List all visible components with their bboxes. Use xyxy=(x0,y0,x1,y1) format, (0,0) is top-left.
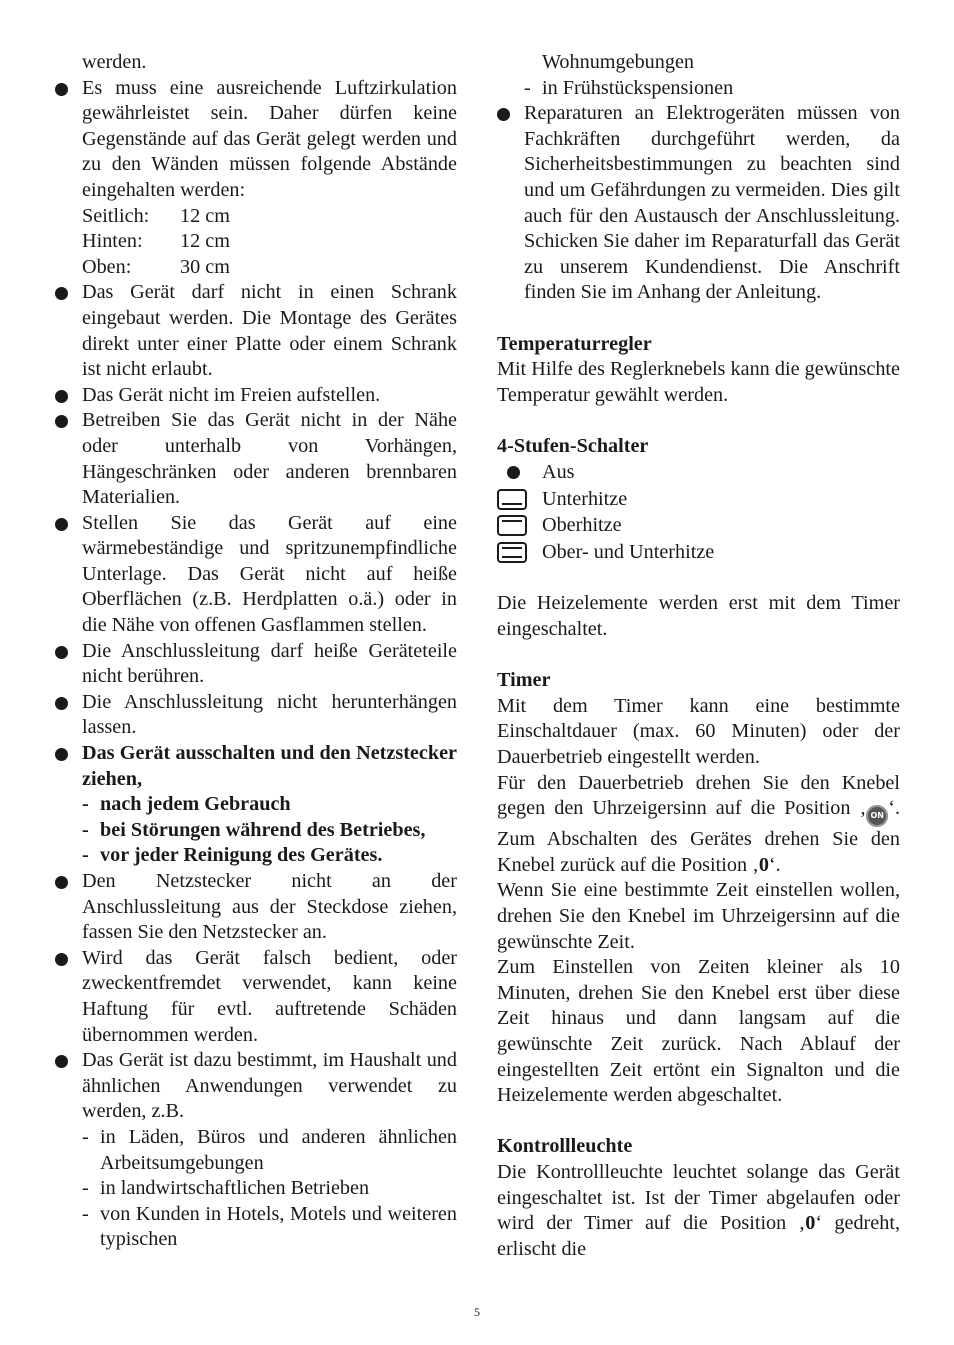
bullet-cabinet: Das Gerät darf nicht in einen Schrank eingebaut werden. Die Montage des Gerätes direkt unter einer Platte oder einem Schrank ist nicht erlaubt. xyxy=(55,280,457,382)
on-icon: ON xyxy=(866,805,888,827)
switch-item xyxy=(497,460,900,487)
dot-icon xyxy=(507,466,520,479)
section-heading-timer: Timer xyxy=(497,669,551,692)
timer-paragraph-3: Wenn Sie eine bestimmte Zeit einstellen wollen, drehen Sie den Knebel im Uhrzeigersinn auf die gewünschte Zeit. xyxy=(497,879,900,953)
distance-row xyxy=(55,255,457,281)
section-heading-switch: 4-Stufen-Schalter xyxy=(497,434,649,457)
page-number: 5 xyxy=(474,1305,480,1319)
distance-label: Hinten: xyxy=(82,230,143,253)
bullet-intended-use: Das Gerät ist dazu bestimmt, im Haushalt und ähnlichen Anwendungen verwendet zu werden, z.B. xyxy=(55,1048,457,1125)
section-heading-lamp: Kontrollleuchte xyxy=(497,1135,633,1158)
bullet-liability: Wird das Gerät falsch bedient, oder zweckentfremdet verwendet, kann keine Haftung für evtl. auftretende Schäden übernommen werden. xyxy=(55,946,457,1048)
section-heading-temperature: Temperaturregler xyxy=(497,332,652,355)
timer-paragraph-1: Mit dem Timer kann eine bestimmte Einschaltdauer (max. 60 Minuten) oder der Dauerbetrieb eingestellt werden. xyxy=(497,694,900,769)
bottom-heat-icon xyxy=(497,489,527,510)
switch-item xyxy=(497,513,900,540)
bullet-surface: Stellen Sie das Gerät auf eine wärmebeständige und spritzunempfindliche Unterlage. Das Gerät nicht auf heiße Oberflächen (z.B. Herdplatten o.ä.) oder in die Nähe von offenen Gasflammen stellen. xyxy=(55,511,457,639)
switch-off-item: - bei Störungen während des Betriebes, xyxy=(55,818,457,844)
use-item: - in landwirtschaftlichen Betrieben xyxy=(55,1176,457,1202)
distance-value: 12 cm xyxy=(180,204,230,227)
lamp-text: Die Kontrollleuchte leuchtet solange das Gerät eingeschaltet ist. Ist der Timer abgelaufen oder wird der Timer auf die Position ‚0‘ gedreht, erlischt die xyxy=(497,1160,900,1260)
use-item-text: in Frühstückspensionen xyxy=(542,76,734,99)
switch-label: Aus xyxy=(542,461,575,483)
bullet-repairs: Reparaturen an Elektrogeräten müssen von Fachkräften durchgeführt werden, da Sicherheitsbestimmungen zu beachten sind und um Gefährdungen zu vermeiden. Dies gilt auch für den Austausch der Anschlussleitung. Schicken Sie daher im Reparaturfall das Gerät zu unserem Kundendienst. Die Anschrift finden Sie im Anhang der Anleitung. xyxy=(497,101,900,306)
switch-label: Unterhitze xyxy=(542,487,628,510)
distance-value: 30 cm xyxy=(180,255,230,278)
timer-paragraph-4: Zum Einstellen von Zeiten kleiner als 10 Minuten, drehen Sie den Knebel erst über diese Zeit hinaus und dann langsam auf die gewünschte Zeit zurück. Nach Ablauf der eingestellten Zeit ertönt ein Signalton und die Heizelemente werden abgeschaltet. xyxy=(497,956,900,1107)
switch-list xyxy=(497,460,900,566)
switch-off-item: - vor jeder Reinigung des Gerätes. xyxy=(55,843,457,869)
distance-label: Seitlich: xyxy=(82,204,150,227)
bullet-curtains: Betreiben Sie das Gerät nicht in der Nähe oder unterhalb von Vorhängen, Hängeschränken oder anderen brennbaren Materialien. xyxy=(55,408,457,510)
bullet-air-circulation: Es muss eine ausreichende Luftzirkulation gewährleistet sein. Daher dürfen keine Gegenstände auf das Gerät gelegt werden und zu den Wänden müssen folgende Abstände eingehalten werden: xyxy=(55,76,457,204)
distance-label: Oben: xyxy=(82,255,132,278)
switch-off-item: - nach jedem Gebrauch xyxy=(55,792,457,818)
use-item xyxy=(497,76,900,102)
distance-value: 12 cm xyxy=(180,230,230,253)
continuation-line: Wohnumgebungen xyxy=(542,51,694,73)
switch-item xyxy=(497,539,900,566)
bullet-switch-off: Das Gerät ausschalten und den Netzstecker ziehen, xyxy=(55,741,457,792)
temperature-text: Mit Hilfe des Reglerknebels kann die gewünschte Temperatur gewählt werden. xyxy=(497,358,900,406)
distance-row xyxy=(55,204,457,230)
left-column xyxy=(55,50,457,1253)
intro-line: werden. xyxy=(82,51,147,73)
distance-row xyxy=(55,229,457,255)
switch-label: Ober- und Unterhitze xyxy=(542,540,715,563)
switch-note: Die Heizelemente werden erst mit dem Timer eingeschaltet. xyxy=(497,592,900,641)
top-bottom-heat-icon xyxy=(497,542,527,563)
distance-list xyxy=(55,204,457,281)
bullet-plug: Den Netzstecker nicht an der Anschlussleitung aus der Steckdose ziehen, fassen Sie den Netzstecker an. xyxy=(55,869,457,946)
right-column xyxy=(497,50,900,1262)
top-heat-icon xyxy=(497,515,527,536)
switch-label: Oberhitze xyxy=(542,514,622,537)
use-item: - von Kunden in Hotels, Motels und weiteren typischen xyxy=(55,1202,457,1253)
timer-paragraph-2: Für den Dauerbetrieb drehen Sie den Knebel gegen den Uhrzeigersinn auf die Position ‚ ON ‘. Zum Abschalten des Gerätes drehen Sie den Knebel zurück auf die Position ‚0‘. xyxy=(497,771,900,876)
bullet-cable-hanging: Die Anschlussleitung nicht herunterhängen lassen. xyxy=(55,690,457,741)
bullet-outdoors: Das Gerät nicht im Freien aufstellen. xyxy=(55,383,457,409)
bullet-hot-parts: Die Anschlussleitung darf heiße Geräteteile nicht berühren. xyxy=(55,639,457,690)
use-item: - in Läden, Büros und anderen ähnlichen Arbeitsumgebungen xyxy=(55,1125,457,1176)
switch-item xyxy=(497,486,900,513)
